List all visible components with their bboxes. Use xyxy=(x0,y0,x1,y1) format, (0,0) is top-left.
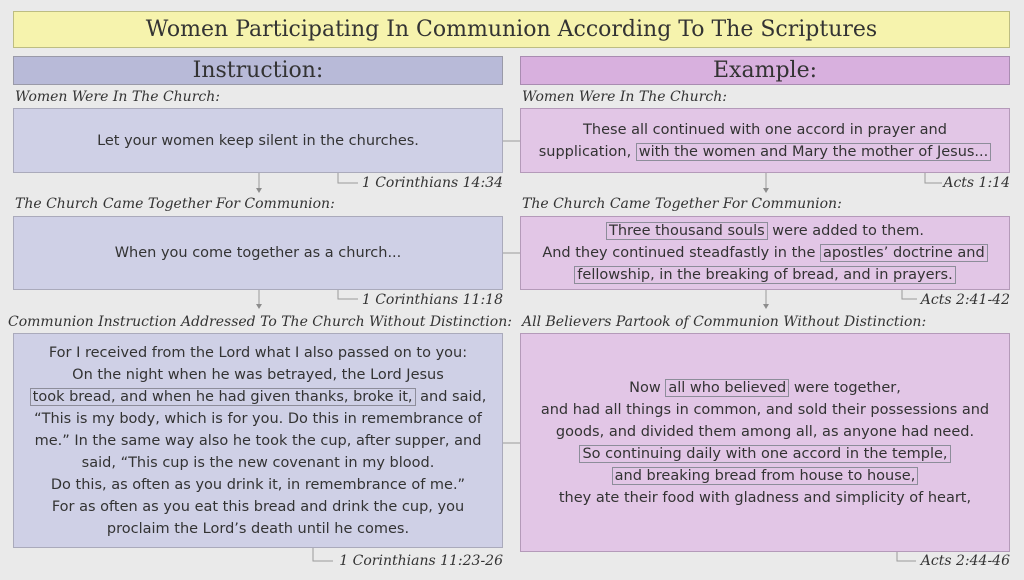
page-title: Women Participating In Communion According To The Scriptures xyxy=(13,11,1010,48)
right-section-3-reference: Acts 2:44-46 xyxy=(920,553,1010,569)
box-text xyxy=(91,130,425,152)
right-section-2-reference: Acts 2:41-42 xyxy=(920,292,1010,308)
text-segment: and said, xyxy=(415,388,487,405)
text-line xyxy=(539,141,992,163)
text-line xyxy=(541,421,989,443)
text-segment: Let your women keep silent in the churches. xyxy=(97,132,419,149)
text-segment: were together, xyxy=(789,379,901,396)
text-segment: me.” In the same way also he took the cup, after supper, and xyxy=(34,432,482,449)
text-line xyxy=(539,119,992,141)
right-section-1-reference: Acts 1:14 xyxy=(943,175,1010,191)
text-segment: On the night when he was betrayed, the Lord Jesus xyxy=(72,366,444,383)
highlighted-phrase: with the women and Mary the mother of Jesus... xyxy=(636,143,991,161)
highlighted-phrase: took bread, and when he had given thanks, broke it, xyxy=(30,388,416,406)
text-line xyxy=(30,342,487,364)
text-segment: For as often as you eat this bread and drink the cup, you xyxy=(51,498,465,515)
text-segment: said, “This cup is the new covenant in my blood. xyxy=(81,454,435,471)
left-section-3-reference: 1 Corinthians 11:23-26 xyxy=(339,553,503,569)
text-segment: goods, and divided them among all, as anyone had need. xyxy=(555,423,975,440)
right-section-2-box xyxy=(520,216,1010,290)
text-line xyxy=(30,430,487,452)
text-line xyxy=(542,220,987,242)
text-segment: And they continued steadfastly in the xyxy=(542,245,821,261)
box-text xyxy=(536,220,993,286)
right-section-3-label: All Believers Partook of Communion Without Distinction: xyxy=(522,314,927,330)
text-line xyxy=(30,408,487,430)
text-line xyxy=(30,474,487,496)
box-text xyxy=(535,377,995,509)
text-line xyxy=(542,242,987,264)
text-line xyxy=(30,496,487,518)
text-segment: “This is my body, which is for you. Do this in remembrance of xyxy=(34,410,482,427)
highlighted-phrase: fellowship, in the breaking of bread, and in prayers. xyxy=(574,266,955,284)
text-line xyxy=(115,242,402,264)
text-segment: and had all things in common, and sold their possessions and xyxy=(540,401,990,418)
text-line xyxy=(541,377,989,399)
right-section-3-box xyxy=(520,333,1010,552)
text-line xyxy=(541,399,989,421)
text-line xyxy=(541,487,989,509)
left-section-1-reference: 1 Corinthians 14:34 xyxy=(361,175,503,191)
text-line xyxy=(541,443,989,465)
text-segment: When you come together as a church... xyxy=(114,245,402,261)
right-section-1-box xyxy=(520,108,1010,173)
box-text xyxy=(109,242,408,264)
text-segment: Do this, as often as you drink it, in remembrance of me.” xyxy=(50,476,466,493)
left-section-1-label: Women Were In The Church: xyxy=(15,89,220,105)
text-segment: For I received from the Lord what I also passed on to you: xyxy=(48,344,468,361)
highlighted-phrase: Three thousand souls xyxy=(606,222,768,240)
left-section-3-label: Communion Instruction Addressed To The Church Without Distinction: xyxy=(8,314,512,330)
example-column-header: Example: xyxy=(520,56,1010,85)
text-segment: they ate their food with gladness and simplicity of heart, xyxy=(558,489,972,506)
highlighted-phrase: and breaking bread from house to house, xyxy=(612,467,919,485)
text-segment: Now xyxy=(629,379,666,396)
highlighted-phrase: all who believed xyxy=(665,379,789,397)
highlighted-phrase: So continuing daily with one accord in the temple, xyxy=(579,445,950,463)
left-section-3-box xyxy=(13,333,503,548)
box-text xyxy=(24,342,493,540)
left-section-1-box xyxy=(13,108,503,173)
text-segment: proclaim the Lord’s death until he comes. xyxy=(106,520,410,537)
text-line xyxy=(541,465,989,487)
text-line xyxy=(30,452,487,474)
text-line xyxy=(30,386,487,408)
box-text xyxy=(533,119,998,163)
left-section-2-box xyxy=(13,216,503,290)
text-line xyxy=(30,364,487,386)
highlighted-phrase: apostles’ doctrine and xyxy=(820,244,988,262)
text-segment: These all continued with one accord in prayer and xyxy=(583,121,947,138)
text-line xyxy=(542,264,987,286)
text-line xyxy=(30,518,487,540)
right-section-1-label: Women Were In The Church: xyxy=(522,89,727,105)
text-line xyxy=(97,130,419,152)
text-segment: were added to them. xyxy=(767,223,924,239)
left-section-2-label: The Church Came Together For Communion: xyxy=(15,196,335,212)
right-section-2-label: The Church Came Together For Communion: xyxy=(522,196,842,212)
left-section-2-reference: 1 Corinthians 11:18 xyxy=(361,292,503,308)
instruction-column-header: Instruction: xyxy=(13,56,503,85)
text-segment: supplication, xyxy=(538,143,636,160)
